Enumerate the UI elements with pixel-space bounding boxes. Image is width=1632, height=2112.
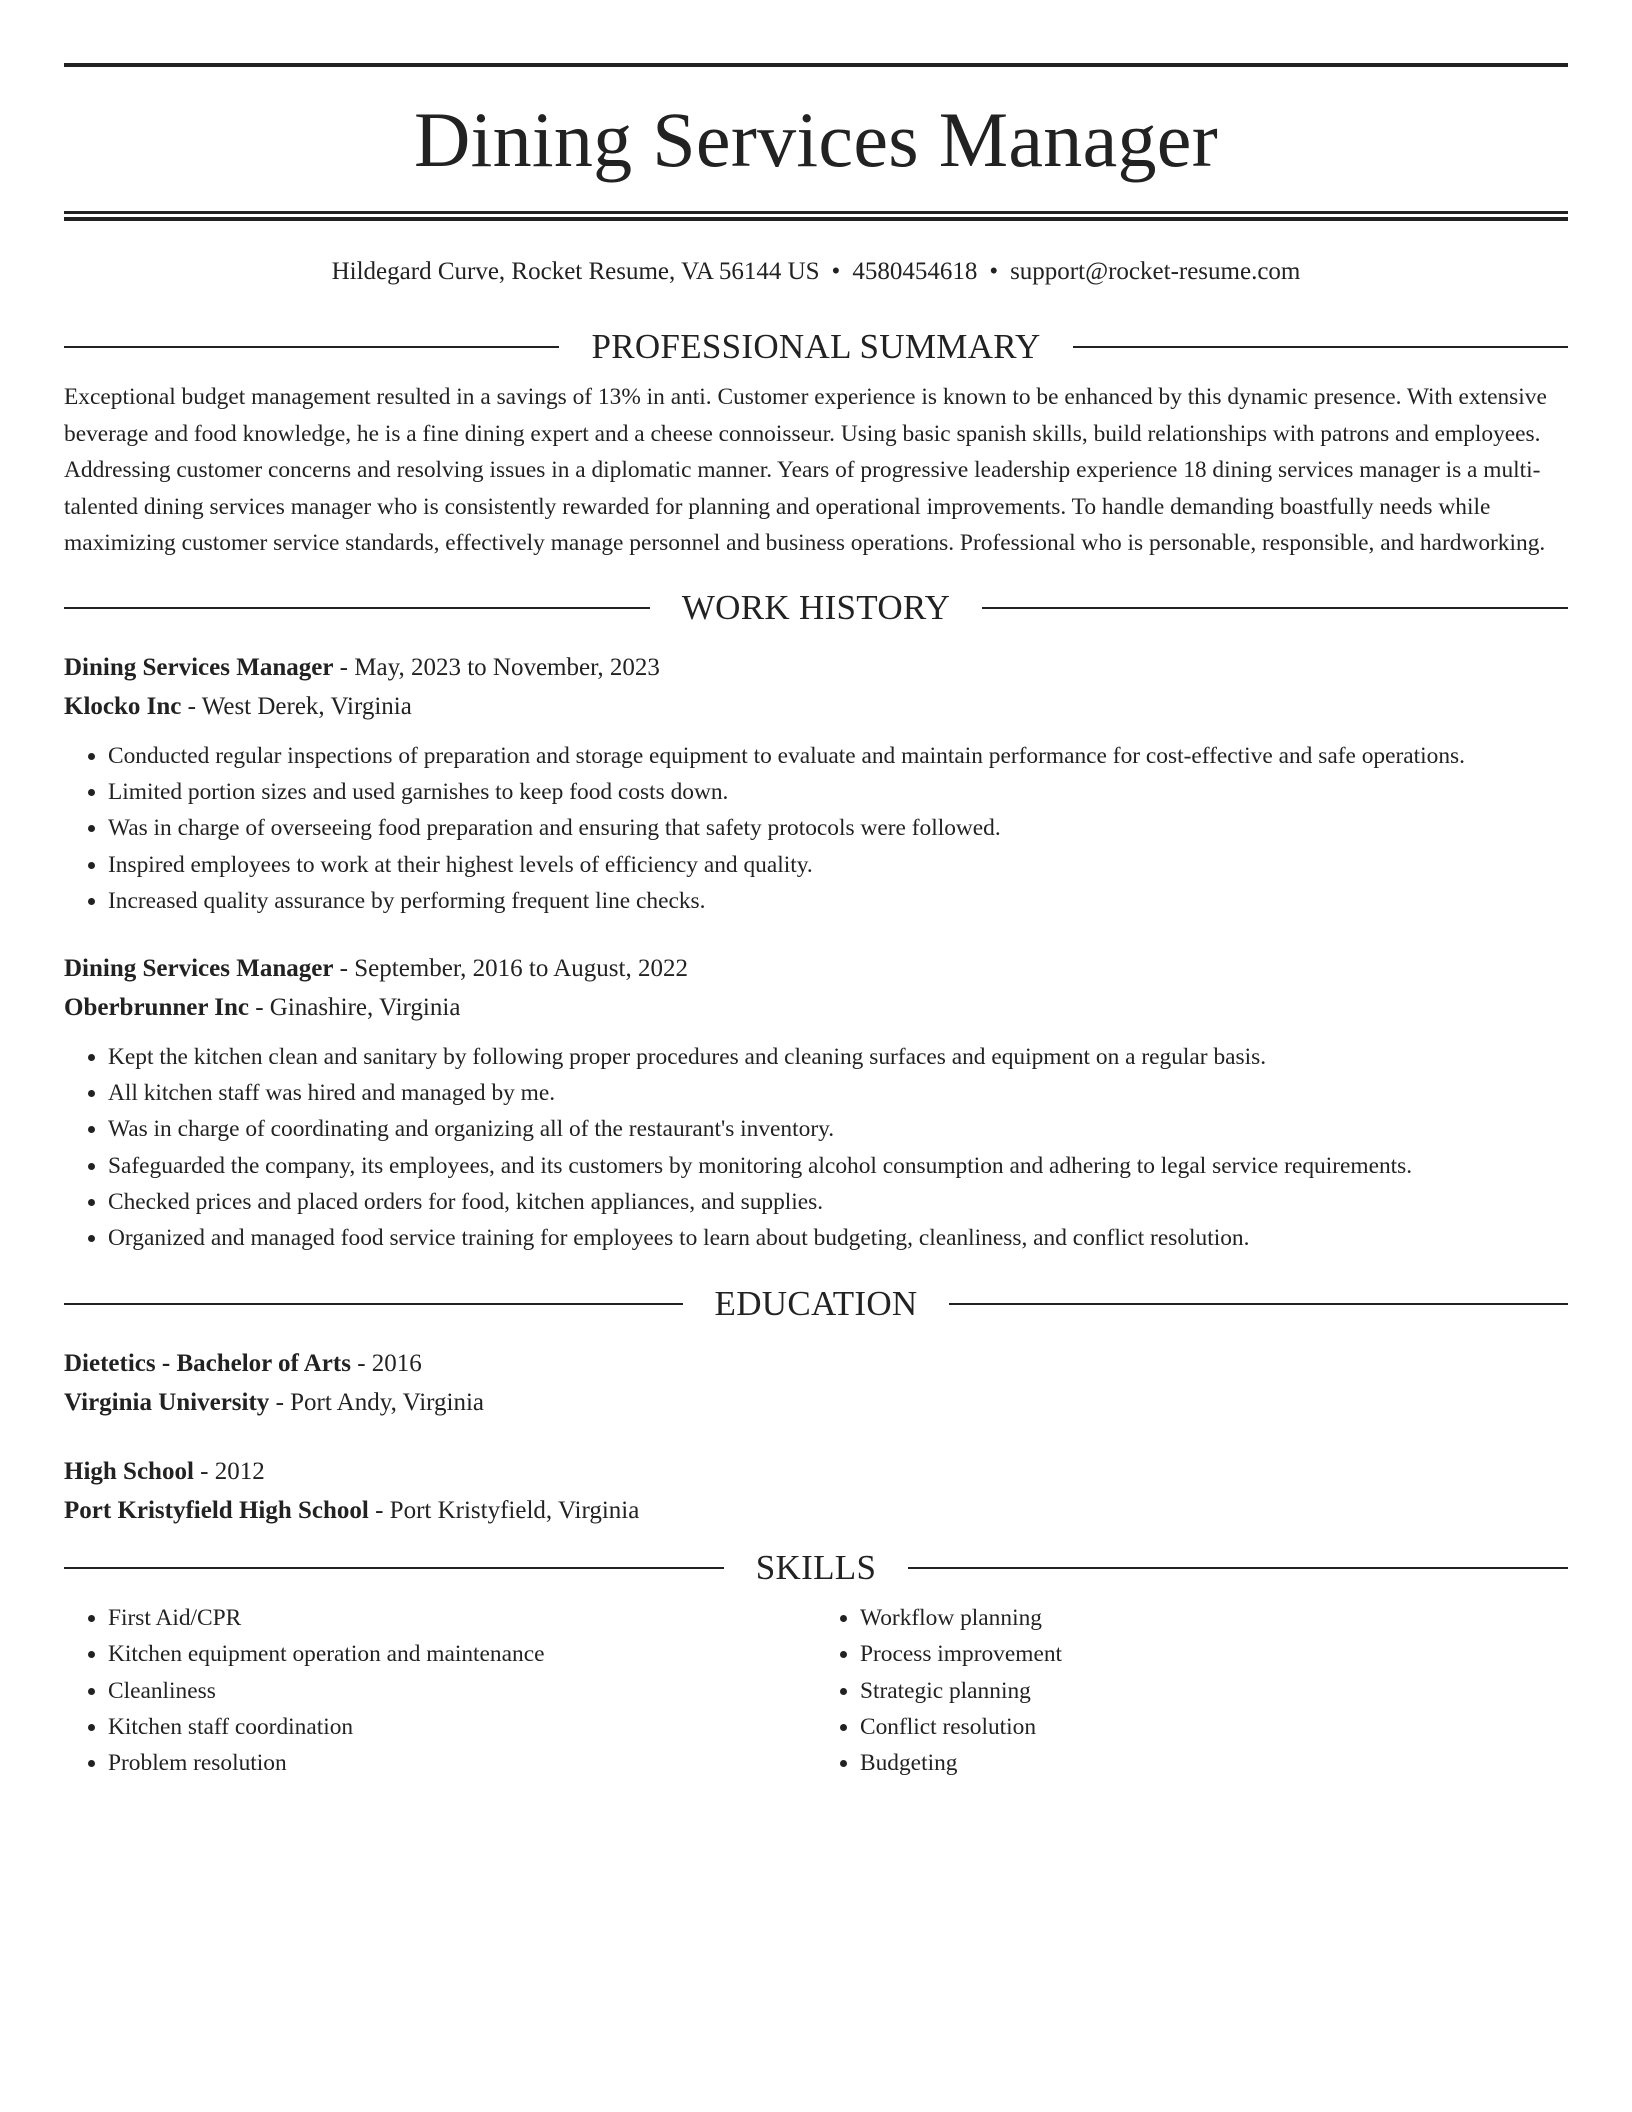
section-heading-summary <box>64 327 1568 367</box>
skill-item: • Strategic planning <box>860 1673 1568 1709</box>
job-bullet: • Inspired employees to work at their highest levels of efficiency and quality. <box>108 847 1568 883</box>
skills-columns <box>64 1600 1568 1781</box>
education-year: - 2012 <box>193 1458 265 1486</box>
job-location: - Ginashire, Virginia <box>248 993 461 1021</box>
education-school-line <box>64 1491 1568 1530</box>
job-bullet: • Kept the kitchen clean and sanitary by following proper procedures and cleaning surfaces and equipment on a regular basis. <box>108 1039 1568 1075</box>
heading-rule <box>64 1567 724 1569</box>
job-company-line <box>64 988 1568 1027</box>
education-school: Virginia University <box>64 1389 270 1417</box>
contact-line <box>64 257 1568 287</box>
title-double-rule <box>64 211 1568 221</box>
section-title-summary: PROFESSIONAL SUMMARY <box>591 327 1041 366</box>
job-title-line <box>64 949 1568 988</box>
skill-item: • Workflow planning <box>860 1600 1568 1636</box>
education-degree: Dietetics - Bachelor of Arts <box>64 1350 351 1378</box>
skills-list-right <box>816 1600 1568 1781</box>
job-dates: - May, 2023 to November, 2023 <box>333 653 660 681</box>
skills-list-left <box>64 1600 816 1781</box>
skill-item: • Problem resolution <box>108 1745 816 1781</box>
job-bullet: • Was in charge of coordinating and organizing all of the restaurant's inventory. <box>108 1111 1568 1147</box>
section-title-skills: SKILLS <box>755 1548 877 1588</box>
section-title-work: WORK HISTORY <box>681 587 951 627</box>
contact-address: Hildegard Curve, Rocket Resume, VA 56144 US <box>331 258 820 285</box>
job-bullet: • Was in charge of overseeing food preparation and ensuring that safety protocols were followed. <box>108 810 1568 846</box>
heading-rule <box>908 1567 1568 1569</box>
education-location: - Port Andy, Virginia <box>269 1389 485 1417</box>
section-heading-skills <box>64 1548 1568 1588</box>
heading-rule <box>64 607 650 609</box>
section-title-education: EDUCATION <box>714 1284 918 1324</box>
education-entry <box>64 1344 1568 1422</box>
education-degree: High School <box>64 1458 194 1486</box>
education-year: - 2016 <box>350 1350 422 1378</box>
job-dates: - September, 2016 to August, 2022 <box>333 954 688 982</box>
contact-phone: 4580454618 <box>852 258 978 285</box>
skill-item: • Budgeting <box>860 1745 1568 1781</box>
job-bullet: • Limited portion sizes and used garnishes to keep food costs down. <box>108 774 1568 810</box>
job-bullets <box>64 1039 1568 1256</box>
job-title: Dining Services Manager <box>64 954 334 982</box>
job-bullet: • Increased quality assurance by performing frequent line checks. <box>108 883 1568 919</box>
job-location: - West Derek, Virginia <box>181 692 412 720</box>
skill-item: • Conflict resolution <box>860 1709 1568 1745</box>
heading-rule <box>1073 346 1568 348</box>
job-company: Klocko Inc <box>64 692 182 720</box>
section-heading-work <box>64 588 1568 628</box>
heading-rule <box>949 1303 1568 1305</box>
job-entry <box>64 949 1568 1256</box>
job-entry <box>64 648 1568 919</box>
education-degree-line <box>64 1344 1568 1383</box>
education-school-line <box>64 1383 1568 1422</box>
job-title-line <box>64 648 1568 687</box>
contact-separator: • <box>831 258 841 285</box>
job-bullet: • Organized and managed food service training for employees to learn about budgeting, cleanliness, and conflict resolution. <box>108 1220 1568 1256</box>
job-company-line <box>64 687 1568 726</box>
education-location: - Port Kristyfield, Virginia <box>368 1497 640 1525</box>
job-bullet: • Conducted regular inspections of preparation and storage equipment to evaluate and maintain performance for cost-effective and safe operations. <box>108 738 1568 774</box>
skill-item: • Kitchen staff coordination <box>108 1709 816 1745</box>
summary-paragraph: Exceptional budget management resulted in a savings of 13% in anti. Customer experience is known to be enhanced by this dynamic presence. With extensive beverage and food knowledge, he is a fine dining expert and a cheese connoisseur. Using basic spanish skills, build relationships with patrons and employees. Addressing customer concerns and resolving issues in a diplomatic manner. Years of progressive leadership experience 18 dining services manager is a multi-talented dining services manager who is consistently rewarded for planning and operational improvements. To handle demanding boastfully needs while maximizing customer service standards, effectively manage personnel and business operations. Professional who is personable, responsible, and hardworking. <box>64 384 1547 557</box>
job-bullet: • All kitchen staff was hired and managed by me. <box>108 1075 1568 1111</box>
contact-email: support@rocket-resume.com <box>1010 258 1301 285</box>
education-degree-line <box>64 1452 1568 1491</box>
job-bullet: • Safeguarded the company, its employees, and its customers by monitoring alcohol consumption and adhering to legal service requirements. <box>108 1148 1568 1184</box>
job-bullets <box>64 738 1568 919</box>
skill-item: • First Aid/CPR <box>108 1600 816 1636</box>
job-company: Oberbrunner Inc <box>64 993 249 1021</box>
job-bullet: • Checked prices and placed orders for food, kitchen appliances, and supplies. <box>108 1184 1568 1220</box>
skill-item: • Kitchen equipment operation and maintenance <box>108 1636 816 1672</box>
resume-title: Dining Services Manager <box>413 96 1218 183</box>
contact-separator: • <box>989 258 999 285</box>
education-entry <box>64 1452 1568 1530</box>
section-heading-education <box>64 1284 1568 1324</box>
skill-item: • Process improvement <box>860 1636 1568 1672</box>
education-school: Port Kristyfield High School <box>64 1497 369 1525</box>
heading-rule <box>982 607 1568 609</box>
skill-item: • Cleanliness <box>108 1673 816 1709</box>
job-title: Dining Services Manager <box>64 653 334 681</box>
heading-rule <box>64 1303 683 1305</box>
top-rule <box>64 63 1568 67</box>
heading-rule <box>64 346 559 348</box>
